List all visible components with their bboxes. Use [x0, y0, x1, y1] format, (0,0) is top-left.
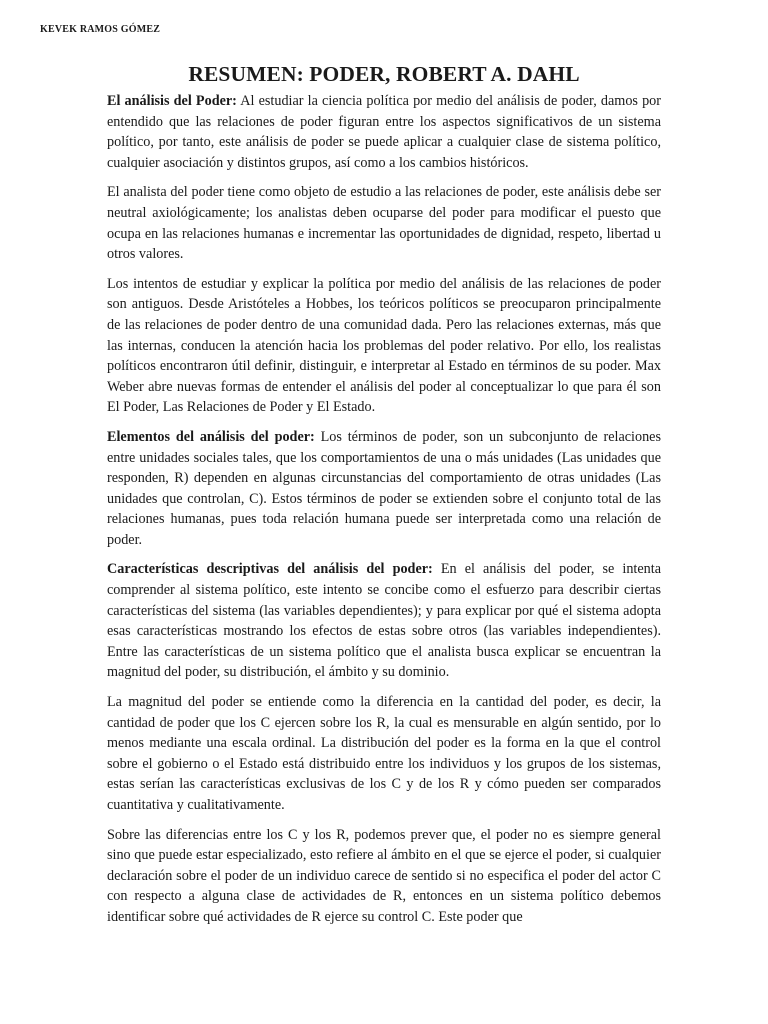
paragraph-analisis-del-poder	[107, 91, 661, 173]
paragraph-text: Los intentos de estudiar y explicar la política por medio del análisis de las relaciones de poder son antiguos. Desde Aristóteles a Hobbes, los teóricos políticos se preocuparon principalmente de las relaciones de poder dentro de una comunidad dada. Pero las relaciones externas, más que las internas, conducen la atención hacia los problemas del poder relativo. Por ello, los realistas políticos encontraron útil definir, distinguir, e interpretar al Estado en términos de su poder. Max Weber abre nuevas formas de entender el análisis del poder al conceptualizar lo que para él son El Poder, Las Relaciones de Poder y El Estado.	[107, 275, 661, 416]
author-name: KEVEK RAMOS GÓMEZ	[40, 24, 161, 35]
paragraph-text: Sobre las diferencias entre los C y los R, podemos prever que, el poder no es siempre general sino que puede estar especializado, esto refiere al ámbito en el que se ejerce el poder, si cualquier declaración sobre el poder de un individuo carece de sentido si no especifica el poder del actor C con respecto a alguna clase de actividades de R, entonces en un sistema político debemos identificar sobre qué actividades de R ejerce su control C. Este poder que	[107, 826, 661, 925]
paragraph-text: Los términos de poder, son un subconjunto de relaciones entre unidades sociales tales, que los comportamientos de una o más unidades (Las unidades que responden, R) dependen en algunas circunstancias del comportamiento de otras unidades (Las unidades que controlan, C). Estos términos de poder se extienden sobre el conjunto total de las relaciones humanas, pues toda relación humana puede ser interpretada como una relación de poder.	[107, 428, 661, 548]
paragraph-magnitud-del-poder	[107, 692, 661, 816]
paragraph-analista-del-poder	[107, 182, 661, 264]
document-body	[107, 91, 661, 937]
paragraph-text: En el análisis del poder, se intenta comprender al sistema político, este intento se concibe como el esfuerzo para describir ciertas características del sistema (las variables dependientes); y para explicar por qué el sistema adopta esas características mostrando los efectos de estas sobre otros (las variables independientes). Entre las características de un sistema político que el analista busca explicar se encuentran la magnitud del poder, su distribución, el ámbito y su dominio.	[107, 561, 662, 681]
paragraph-lead: Elementos del análisis del poder:	[107, 428, 315, 445]
document-title: RESUMEN: PODER, ROBERT A. DAHL	[188, 62, 580, 86]
paragraph-lead: Características descriptivas del análisis del poder:	[107, 561, 433, 578]
paragraph-intentos-de-estudiar	[107, 274, 661, 418]
paragraph-diferencias-c-r	[107, 825, 661, 928]
paragraph-caracteristicas-descriptivas	[107, 559, 661, 683]
paragraph-text: La magnitud del poder se entiende como la diferencia en la cantidad del poder, es decir, la cantidad de poder que los C ejercen sobre los R, la cual es mensurable en algún sentido, por lo menos mediante una escala ordinal. La distribución del poder es la forma en la que el control sobre el gobierno o el Estado está distribuido entre los individuos y los grupos de los sistemas, estas serían las características exclusivas de los C y de los R y cómo pueden ser comparados cuantitativa y cualitativamente.	[107, 694, 661, 813]
paragraph-text: El analista del poder tiene como objeto de estudio a las relaciones de poder, este análisis debe ser neutral axiológicamente; los analistas deben ocuparse del poder para modificar el puesto que ocupa en las relaciones humanas e incrementar las oportunidades de dignidad, respeto, libertad u otros valores.	[107, 184, 661, 263]
paragraph-elementos-del-analisis	[107, 427, 661, 551]
paragraph-lead: El análisis del Poder:	[107, 93, 237, 109]
paragraph-text: Al estudiar la ciencia política por medio del análisis de poder, damos por entendido que las relaciones de poder figuran entre los aspectos significativos de un sistema político, por tanto, este análisis de poder se puede aplicar a cualquier clase de sistema político, cualquier asociación y distintos grupos, así como a los cambios históricos.	[107, 93, 662, 171]
